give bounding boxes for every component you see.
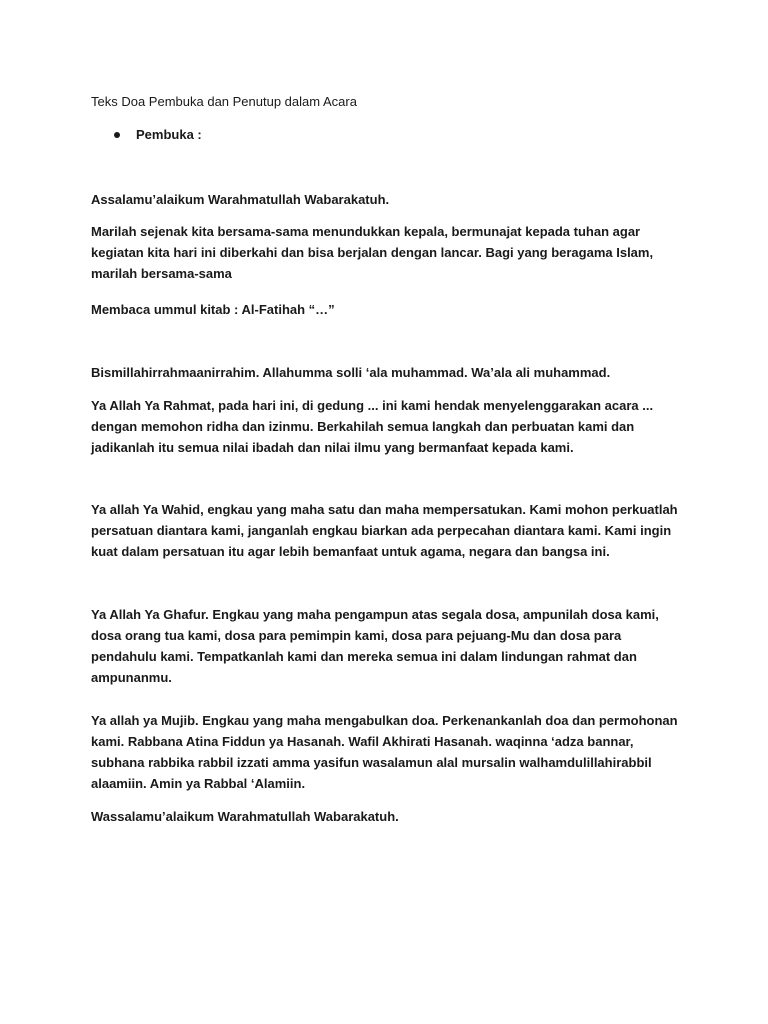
- paragraph-ya-ghafur: Ya Allah Ya Ghafur. Engkau yang maha pengampun atas segala dosa, ampunilah dosa kami, dosa orang tua kami, dosa para pemimpin kami, dosa para pejuang-Mu dan dosa para pendahulu kami. Tempatkanlah kami dan mereka semua ini dalam lindungan rahmat dan ampunanmu.: [91, 607, 659, 685]
- paragraph-al-fatihah: Membaca ummul kitab : Al-Fatihah “…”: [91, 302, 335, 317]
- paragraph-salam-penutup: Wassalamu’alaikum Warahmatullah Wabarakatuh.: [91, 809, 399, 824]
- bullet-dot-icon: [114, 132, 120, 138]
- paragraph-ya-wahid: Ya allah Ya Wahid, engkau yang maha satu dan maha mempersatukan. Kami mohon perkuatlah persatuan diantara kami, janganlah engkau biarkan ada perpecahan diantara kami. Kami ingin kuat dalam persatuan itu agar lebih bemanfaat untuk agama, negara dan bangsa ini.: [91, 502, 678, 559]
- paragraph-salam-pembuka: Assalamu’alaikum Warahmatullah Wabarakatuh.: [91, 192, 390, 207]
- bullet-item-pembuka: [114, 127, 202, 142]
- document-title: Teks Doa Pembuka dan Penutup dalam Acara: [91, 94, 357, 109]
- bullet-label: Pembuka :: [136, 127, 202, 142]
- paragraph-ya-rahmat: Ya Allah Ya Rahmat, pada hari ini, di gedung ... ini kami hendak menyelenggarakan acara ... dengan memohon ridha dan izinmu. Berkahilah semua langkah dan perbuatan kami dan jadikanlah itu semua nilai ibadah dan nilai ilmu yang bermanfaat kepada kami.: [91, 398, 654, 455]
- paragraph-ya-mujib: Ya allah ya Mujib. Engkau yang maha mengabulkan doa. Perkenankanlah doa dan permohonan kami. Rabbana Atina Fiddun ya Hasanah. Wafil Akhirati Hasanah. waqinna ‘adza bannar, subhana rabbika rabbil izzati amma yasifun wasalamun alal mursalin walhamdulillahirabbil alaamiin. Amin ya Rabbal ‘Alamiin.: [91, 713, 678, 791]
- paragraph-bismillah: Bismillahirrahmaanirrahim. Allahumma solli ‘ala muhammad. Wa’ala ali muhammad.: [91, 365, 611, 380]
- paragraph-ajakan: Marilah sejenak kita bersama-sama menundukkan kepala, bermunajat kepada tuhan agar kegiatan kita hari ini diberkahi dan bisa berjalan dengan lancar. Bagi yang beragama Islam, marilah bersama-sama: [91, 224, 654, 281]
